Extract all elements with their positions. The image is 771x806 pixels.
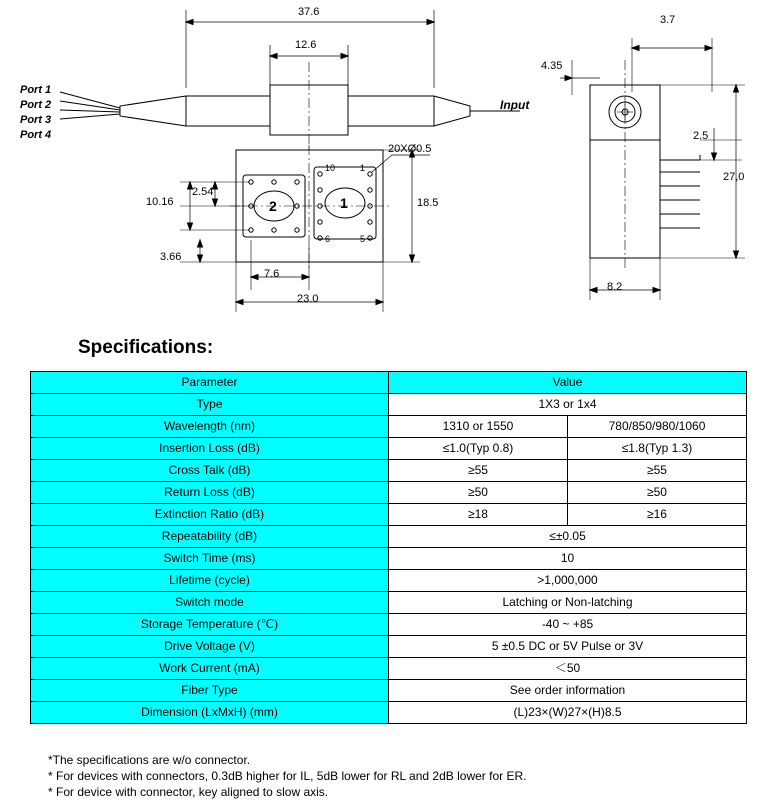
row-param: Fiber Type <box>31 680 389 702</box>
table-row <box>31 636 747 658</box>
table-row <box>31 570 747 592</box>
input-label: Input <box>500 98 530 112</box>
row-param: Switch Time (ms) <box>31 548 389 570</box>
pin-number-5: 5 <box>360 234 366 244</box>
row-value: ≤±0.05 <box>389 526 747 548</box>
row-param: Work Current (mA) <box>31 658 389 680</box>
table-row <box>31 394 747 416</box>
row-param: Drive Voltage (V) <box>31 636 389 658</box>
row-value: (L)23×(W)27×(H)8.5 <box>389 702 747 724</box>
dim-7-6: 7.6 <box>264 268 280 280</box>
row-param: Return Loss (dB) <box>31 482 389 504</box>
row-param: Lifetime (cycle) <box>31 570 389 592</box>
port-label-3: Port 3 <box>20 114 52 126</box>
row-value-right: ≤1.8(Typ 1.3) <box>568 438 747 460</box>
technical-drawing <box>0 0 771 330</box>
circle-number-2: 2 <box>269 198 277 214</box>
footnote-3: * For device with connector, key aligned to slow axis. <box>48 785 329 799</box>
pin-number-1: 1 <box>360 163 366 173</box>
table-row <box>31 526 747 548</box>
row-value-right: ≥16 <box>568 504 747 526</box>
table-row <box>31 592 747 614</box>
dim-hole-note: 20XØ0.5 <box>388 143 432 155</box>
row-value: -40 ~ +85 <box>389 614 747 636</box>
table-row <box>31 548 747 570</box>
row-value: 1X3 or 1x4 <box>389 394 747 416</box>
dim-3-66: 3.66 <box>160 251 182 263</box>
dim-23-0: 23.0 <box>297 293 319 305</box>
row-param: Insertion Loss (dB) <box>31 438 389 460</box>
row-param: Dimension (LxMxH) (mm) <box>31 702 389 724</box>
row-value-right: 780/850/980/1060 <box>568 416 747 438</box>
dim-2-5: 2.5 <box>693 130 709 142</box>
page-title: Specifications: <box>78 337 214 358</box>
dim-10-16: 10.16 <box>146 196 174 208</box>
dim-37-6: 37.6 <box>298 6 320 18</box>
footnotes <box>48 752 526 800</box>
port-label-4: Port 4 <box>20 129 52 141</box>
dim-27-0: 27,0 <box>723 171 745 183</box>
circle-number-1: 1 <box>340 195 348 211</box>
dim-3-7: 3.7 <box>660 14 676 26</box>
table-header-row <box>31 372 747 394</box>
row-value: Latching or Non-latching <box>389 592 747 614</box>
dim-18-5: 18.5 <box>417 197 439 209</box>
table-row <box>31 460 747 482</box>
row-param: Wavelength (nm) <box>31 416 389 438</box>
row-value: See order information <box>389 680 747 702</box>
row-value-left: ≥55 <box>389 460 568 482</box>
dim-2-54: 2.54 <box>192 186 214 198</box>
port-label-2: Port 2 <box>20 99 52 111</box>
footnote-1: *The specifications are w/o connector. <box>48 753 251 767</box>
table-row <box>31 416 747 438</box>
row-value-left: ≤1.0(Typ 0.8) <box>389 438 568 460</box>
row-param: Storage Temperature (℃) <box>31 614 389 636</box>
port-label-1: Port 1 <box>20 84 52 96</box>
row-value: >1,000,000 <box>389 570 747 592</box>
pin-number-10: 10 <box>325 163 336 173</box>
table-row <box>31 702 747 724</box>
table-row <box>31 504 747 526</box>
dim-8-2: 8.2 <box>607 281 623 293</box>
table-row <box>31 658 747 680</box>
pin-number-6: 6 <box>325 234 331 244</box>
specifications-table-wrapper <box>30 371 747 724</box>
footnote-2: * For devices with connectors, 0.3dB higher for IL, 5dB lower for RL and 2dB lower for ER. <box>48 769 527 783</box>
row-value: 10 <box>389 548 747 570</box>
header-parameter: Parameter <box>31 372 389 394</box>
row-value: ＜50 <box>389 658 747 680</box>
row-param: Extinction Ratio (dB) <box>31 504 389 526</box>
table-row <box>31 482 747 504</box>
row-value-right: ≥50 <box>568 482 747 504</box>
row-param: Repeatability (dB) <box>31 526 389 548</box>
dim-4-35: 4.35 <box>541 60 563 72</box>
specifications-table <box>30 371 747 724</box>
table-row <box>31 438 747 460</box>
table-row <box>31 614 747 636</box>
row-value-left: ≥50 <box>389 482 568 504</box>
row-param: Cross Talk (dB) <box>31 460 389 482</box>
drawing-svg <box>0 0 771 330</box>
row-value-left: ≥18 <box>389 504 568 526</box>
row-value: 5 ±0.5 DC or 5V Pulse or 3V <box>389 636 747 658</box>
row-param: Switch mode <box>31 592 389 614</box>
header-value: Value <box>389 372 747 394</box>
row-value-left: 1310 or 1550 <box>389 416 568 438</box>
row-value-right: ≥55 <box>568 460 747 482</box>
dim-12-6: 12.6 <box>295 39 317 51</box>
table-row <box>31 680 747 702</box>
row-param: Type <box>31 394 389 416</box>
